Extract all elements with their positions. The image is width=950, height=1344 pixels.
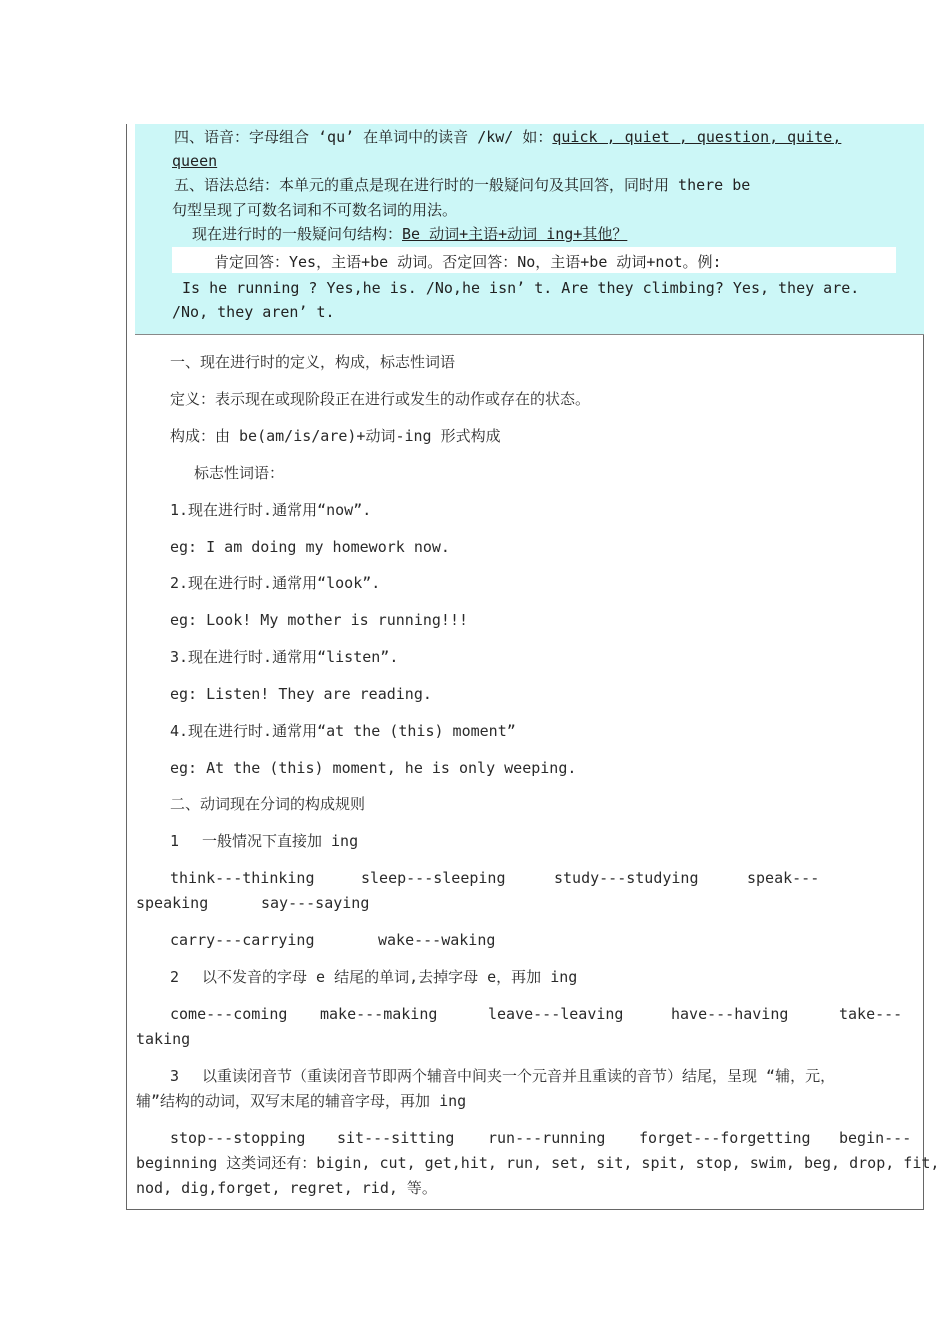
definition-text: 定义：表示现在或现阶段正在进行或发生的动作或存在的状态。 (170, 390, 591, 408)
signal-rule: 3.现在进行时.通常用“listen”. (170, 648, 399, 666)
rule3-word: forget---forgetting (639, 1129, 811, 1147)
section5-line2: 句型呈现了可数名词和不可数名词的用法。 (172, 201, 458, 219)
part2-heading: 二、动词现在分词的构成规则 (170, 795, 366, 813)
structure-label: 现在进行时的一般疑问句结构： (192, 225, 403, 243)
rule2-word: make---making (320, 1005, 438, 1023)
rule1-number: 1 (170, 832, 180, 850)
example-line2: /No, they aren’ t. (172, 303, 335, 321)
rule2-word: have---having (671, 1005, 789, 1023)
rule2-text: 以不发音的字母 e 结尾的单词,去掉字母 e，再加 ing (202, 968, 578, 986)
structure-formula: Be 动词+主语+动词 ing+其他？ (402, 225, 628, 243)
structure-line (192, 222, 627, 246)
rule3-word: begin--- (839, 1129, 912, 1147)
rule3-examples-line2: nod, dig,forget, regret, rid, 等。 (136, 1179, 437, 1197)
rule1-text: 一般情况下直接加 ing (202, 832, 359, 850)
rule2-number: 2 (170, 968, 180, 986)
rule1-word: say---saying (261, 894, 370, 912)
signal-example: eg: At the (this) moment, he is only weeping. (170, 759, 577, 777)
rule2-word: taking (136, 1030, 191, 1048)
rule3-number: 3 (170, 1067, 180, 1085)
formation-text: 构成：由 be(am/is/are)+动词-ing 形式构成 (170, 427, 501, 445)
section4-line1 (174, 125, 841, 149)
rule1-word: speak--- (747, 869, 820, 887)
rule3-examples-line1: beginning 这类词还有：bigin, cut, get,hit, run, set, sit, spit, stop, swim, beg, drop, fit, (136, 1154, 940, 1172)
rule3-word: stop---stopping (170, 1129, 306, 1147)
example-line1: Is he running ? Yes,he is. /No,he isn’ t. Are they climbing? Yes, they are. (182, 279, 860, 297)
rule2-word: come---coming (170, 1005, 288, 1023)
rule3-text-line2: 辅”结构的动词，双写末尾的辅音字母，再加 ing (136, 1092, 467, 1110)
signal-example: eg: Listen! They are reading. (170, 685, 432, 703)
signal-rule: 4.现在进行时.通常用“at the (this) moment” (170, 722, 516, 740)
answer-line: 肯定回答：Yes，主语+be 动词。否定回答：No，主语+be 动词+not。例: (214, 253, 722, 271)
signal-rule: 2.现在进行时.通常用“look”. (170, 574, 381, 592)
signal-example: eg: I am doing my homework now. (170, 538, 450, 556)
part1-heading: 一、现在进行时的定义，构成，标志性词语 (170, 353, 456, 371)
rule1-word: study---studying (554, 869, 699, 887)
section5-line1: 五、语法总结：本单元的重点是现在进行时的一般疑问句及其回答，同时用 there be (174, 176, 751, 194)
signal-example: eg: Look! My mother is running!!! (170, 611, 469, 629)
rule3-word: run---running (488, 1129, 606, 1147)
rule1-word: speaking (136, 894, 209, 912)
signal-title: 标志性词语： (194, 464, 285, 482)
signal-rule: 1.现在进行时.通常用“now”. (170, 501, 372, 519)
section4-words: quick , quiet , question, quite, (552, 128, 842, 146)
rule2-word: take--- (839, 1005, 903, 1023)
rule3-word: sit---sitting (337, 1129, 455, 1147)
rule1-word: think---thinking (170, 869, 315, 887)
rule1-word: sleep---sleeping (361, 869, 506, 887)
rule2-word: leave---leaving (488, 1005, 624, 1023)
rule3-text-line1: 以重读闭音节（重读闭音节即两个辅音中间夹一个元音并且重读的音节）结尾，呈现 “辅，元， (202, 1067, 836, 1085)
section4-prefix: 四、语音：字母组合 ‘qu’ 在单词中的读音 /kw/ 如： (174, 128, 553, 146)
section4-line2: queen (172, 152, 218, 170)
rule1-word: wake---waking (378, 931, 496, 949)
rule1-word: carry---carrying (170, 931, 315, 949)
